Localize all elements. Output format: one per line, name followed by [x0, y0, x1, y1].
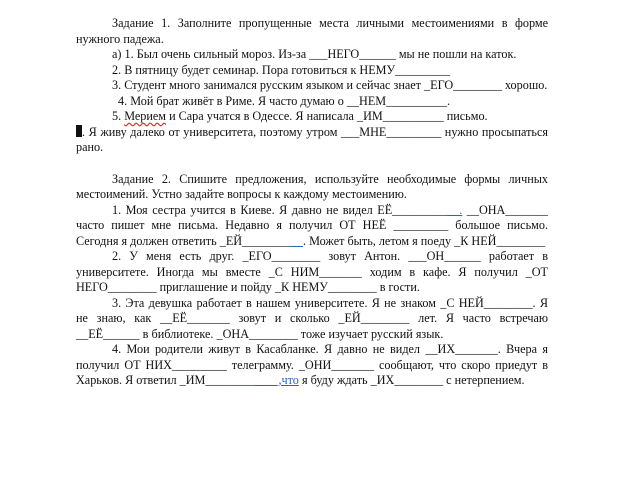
task2-paragraph-4 — [76, 342, 548, 389]
spacer — [76, 156, 548, 172]
task2-p4-c: я буду ждать _ИХ________ с нетерпением. — [298, 373, 525, 387]
task2-p4-b: что — [281, 373, 299, 387]
task1-sentence-2: 2. В пятницу будет семинар. Пора готовиться к НЕМУ_________ — [112, 62, 450, 77]
task1-s5-rest: и Сара учатся в Одессе. Я написала _ИМ__________ письмо. — [166, 109, 488, 123]
task1-s6-rest: . Я живу далеко от университета, поэтому утром ___МНЕ_________ нужно просыпаться рано. — [76, 124, 548, 154]
task2-p1-c: . Может быть, летом я поеду _К НЕЙ________ — [303, 233, 546, 248]
task1-heading: Задание 1. Заполните пропущенные места личными местоимениями в форме нужного падежа. — [76, 16, 548, 46]
document-body — [76, 16, 548, 389]
task1-sentence-1: а) 1. Был очень сильный мороз. Из-за ___НЕГО______ мы не пошли на каток. — [112, 47, 517, 61]
blank-mark: __ — [290, 233, 304, 248]
blank-mark: ____, — [254, 373, 282, 387]
blank-mark: __. — [447, 202, 463, 217]
task1-sentence-3: 3. Студент много занимался русским языком и сейчас знает _ЕГО________ хорошо. — [112, 78, 548, 92]
task1-sentence-4: 4. Мой брат живёт в Риме. Я часто думаю о __НЕМ__________. — [118, 93, 451, 108]
task2-heading: Задание 2. Спишите предложения, используйте необходимые формы личных местоимений. Устно задайте вопросы к каждому местоимению. — [76, 171, 548, 201]
task2-paragraph-2: 2. У меня есть друг. _ЕГО________ зовут Антон. ___ОН______ работает в университете. Иногда мы вместе _С НИМ_______ ходим в кафе. Я получил _ОТ НЕГО________ приглашение и пойду _К НЕМУ________ в гости. — [76, 249, 548, 294]
task2-p4-a: 4. Мои родители живут в Касабланке. Я давно не видел __ИХ_______. Вчера я получил ОТ НИХ_________ телеграмму. _ОНИ_______ сообщают, что скоро приедут в Харьков. Я ответил _ИМ________ — [76, 342, 548, 387]
spellcheck-word[interactable]: Мерием — [124, 109, 167, 123]
task1-s5-prefix: 5. — [112, 109, 125, 123]
task2-p1-b: __ОНА_______ часто пишет мне письма. Недавно я получил ОТ НЕЁ _________ большое письмо. Сегодня я должен ответить _ЕЙ________ — [76, 202, 549, 248]
task1-sentence-5 — [76, 109, 548, 125]
task2-paragraph-1 — [76, 203, 548, 250]
task2-paragraph-3: 3. Эта девушка работает в нашем университете. Я не знаком _С НЕЙ________. Я не знаю, как __ЕЁ_______ зовут и сколько _ЕЙ________ лет. Я часто встречаю __ЕЁ______ в библиотеке. _ОНА________ тоже изучает русский язык. — [76, 295, 548, 341]
task1-sentence-6 — [76, 125, 548, 156]
task2-p1-a: 1. Моя сестра учится в Киеве. Я давно не видел ЕЁ_________ — [112, 202, 447, 217]
